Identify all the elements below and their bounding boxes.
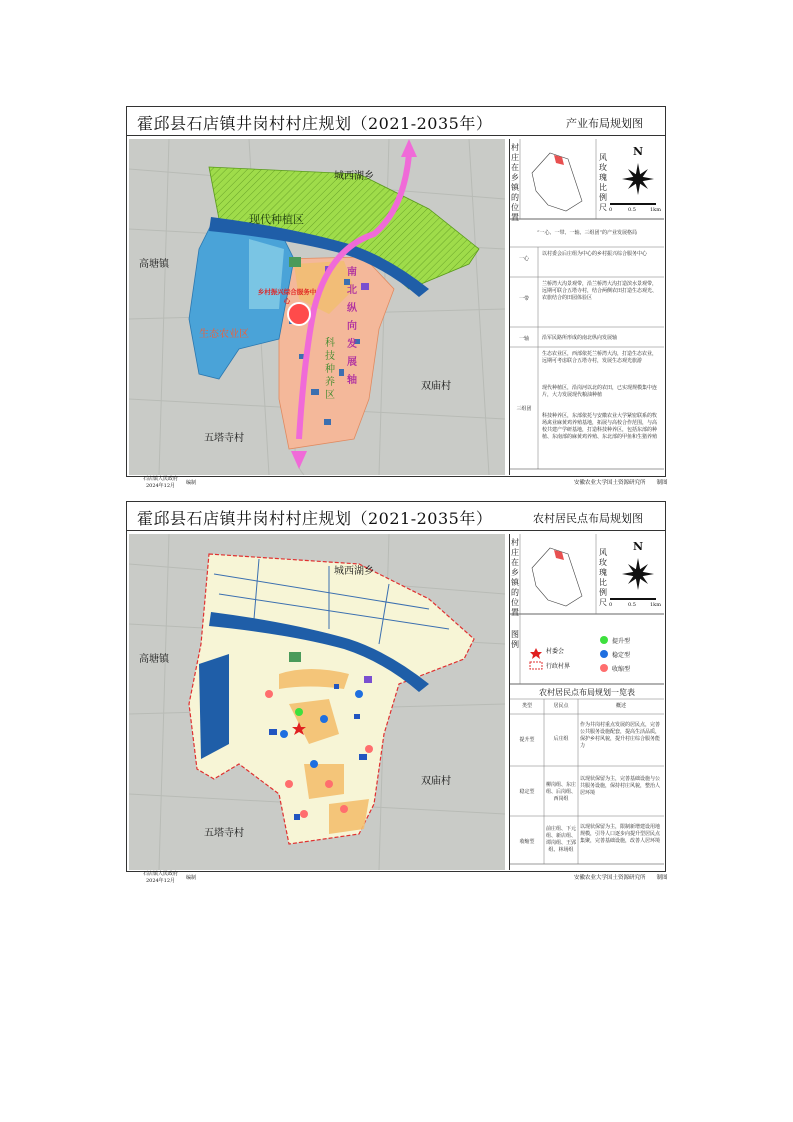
- north-mark: N: [633, 540, 644, 553]
- label-modern-zone: 现代种植区: [249, 213, 304, 226]
- title-bar: [127, 107, 665, 136]
- label-service-center: 乡村振兴综合服务中心: [257, 288, 317, 305]
- industry-map-canvas: [129, 139, 505, 475]
- legend-shrink: 收缩型: [612, 666, 631, 673]
- windrose-scale-label: 风玫瑰比例尺: [599, 548, 607, 607]
- legend-star-icon: [530, 648, 542, 659]
- row-1-names: 后庄组: [553, 736, 569, 742]
- footer-org: 石店镇人民政府: [143, 871, 179, 877]
- label-tech-zone: 科技种养区: [325, 338, 335, 401]
- label-west-town: 高塘镇: [139, 259, 169, 270]
- footer-edit: 编制: [186, 875, 197, 881]
- legend-panel: [509, 534, 664, 870]
- footer-date: 2024年12月: [145, 483, 176, 489]
- locator-label: 村庄在乡镇的位置: [511, 538, 519, 617]
- sheet-subtitle: 农村居民点布局规划图: [533, 512, 643, 525]
- label-north-town: 城西湖乡: [334, 566, 374, 577]
- settlement-layout-sheet: [126, 501, 666, 872]
- sheet-title: 霍邱县石店镇井岗村村庄规划（2021-2035年）: [137, 114, 493, 133]
- label-east-village: 双庙村: [421, 381, 451, 392]
- sheet1-footer-left: [143, 476, 178, 490]
- scale-tick-1: 0.5: [628, 602, 636, 608]
- settlement-map[interactable]: [129, 534, 505, 870]
- label-west-town: 高塘镇: [139, 654, 169, 665]
- pattern-title: “一心、一带、一轴、三组团”的产业发展格局: [536, 230, 638, 236]
- scale-tick-0: 0: [609, 602, 613, 608]
- legend-label: 图例: [511, 630, 519, 649]
- sheet2-footer-right: 安徽农业大学国土资源研究所 制图: [574, 875, 668, 881]
- scale-tick-2: 1km: [650, 207, 661, 213]
- legend-panel: [509, 139, 664, 475]
- sheet1-footer-right: 安徽农业大学国土资源研究所 制图: [574, 480, 668, 486]
- th-names: 居民点: [553, 703, 569, 709]
- row-3-name: 一轴: [518, 336, 529, 342]
- footer-edit: 编制: [186, 480, 197, 486]
- row-3-names: 前庄组、下元组、新店组、谭岗组、王郢组、林场组: [546, 826, 577, 853]
- th-type: 类型: [521, 703, 532, 709]
- scale-tick-1: 0.5: [628, 207, 636, 213]
- scale-tick-0: 0: [609, 207, 613, 213]
- locator-label: 村庄在乡镇的位置: [511, 143, 519, 222]
- row-4-desc-2: 现代种植区，沿岗河以北的农田，已实现规模集中连片，大力发展现代粮油种植: [542, 385, 658, 398]
- row-4-desc-3: 科技种养区，东部依托与安徽农业大学紧密联系的牧场禽业麻黄鸡养殖基地，拓展与高校合作范围，与高校共建产学研基地，打造科技种养区，包括东部的种植、东南部的麻黄鸡养殖、东北部的甲鱼和生猪养殖: [542, 413, 658, 440]
- sheet-subtitle: 产业布局规划图: [566, 117, 643, 130]
- industry-map[interactable]: [129, 139, 505, 475]
- footer-date: 2024年12月: [145, 878, 176, 884]
- row-4-desc-1: 生态农业区，西部依托兰桥湾大沟，打造生态农业，远期可考虑联合五塔寺村，发展生态观光旅游: [542, 351, 658, 364]
- sheet2-footer-left: [143, 871, 178, 885]
- sheet-title: 霍邱县石店镇井岗村村庄规划（2021-2035年）: [137, 509, 493, 528]
- row-1-desc: 以村委会后庄组为中心的乡村振兴综合服务中心: [542, 251, 648, 257]
- label-south-village: 五塔寺村: [204, 433, 244, 444]
- legend-village-committee: 村委会: [546, 648, 565, 655]
- row-2-desc: 以现状保留为主，完善基础设施与公共服务设施，保持村庄风貌，整治人居环境: [580, 776, 661, 796]
- row-1-desc: 作为井岗村重点发展的居民点，完善公共服务设施配套，提高生活品质，保护乡村风貌，提升村庄综合服务能力: [580, 722, 661, 749]
- settlement-map-canvas: [129, 534, 505, 870]
- label-axis: 南北纵向发展轴: [347, 267, 357, 386]
- title-bar: [127, 502, 665, 531]
- row-2-name: 一带: [518, 296, 529, 302]
- service-center-marker: [288, 303, 310, 325]
- legend-upgrade: 提升型: [612, 638, 631, 645]
- label-south-village: 五塔寺村: [204, 828, 244, 839]
- scale-tick-2: 1km: [650, 602, 661, 608]
- row-3-desc: 以现状保留为主，限制新增建设用地规模，引导人口逐步向提升型居民点集聚，完善基础设施，改善人居环境: [580, 824, 661, 844]
- row-2-type: 稳定型: [519, 789, 535, 795]
- row-4-name: 三组团: [516, 406, 532, 412]
- label-eco-zone: 生态农业区: [199, 329, 249, 340]
- footer-org: 石店镇人民政府: [143, 476, 179, 482]
- windrose-scale-label: 风玫瑰比例尺: [599, 153, 607, 212]
- north-mark: N: [633, 145, 644, 158]
- row-2-names: 柳岗组、东庄组、后岗组、西岗组: [546, 782, 577, 802]
- industry-layout-sheet: [126, 106, 666, 477]
- row-1-name: 一心: [518, 256, 529, 262]
- legend-boundary: 行政村界: [546, 663, 571, 670]
- legend-stable: 稳定型: [612, 652, 631, 659]
- row-1-type: 提升型: [519, 737, 535, 743]
- th-desc: 概述: [615, 703, 626, 709]
- table-title: 农村居民点布局规划一览表: [539, 688, 635, 697]
- row-3-type: 收缩型: [519, 839, 535, 845]
- row-2-desc: 兰桥湾大沟景观带，沿兰桥湾大沟打造滨水景观带，远期可联合五塔寺村，结合两侧农田打造生态观光、农旅结合的田园体验区: [542, 281, 658, 301]
- label-east-village: 双庙村: [421, 776, 451, 787]
- label-north-town: 城西湖乡: [334, 171, 374, 182]
- row-3-desc: 沿军民路所形成的南北纵向发展轴: [542, 335, 618, 341]
